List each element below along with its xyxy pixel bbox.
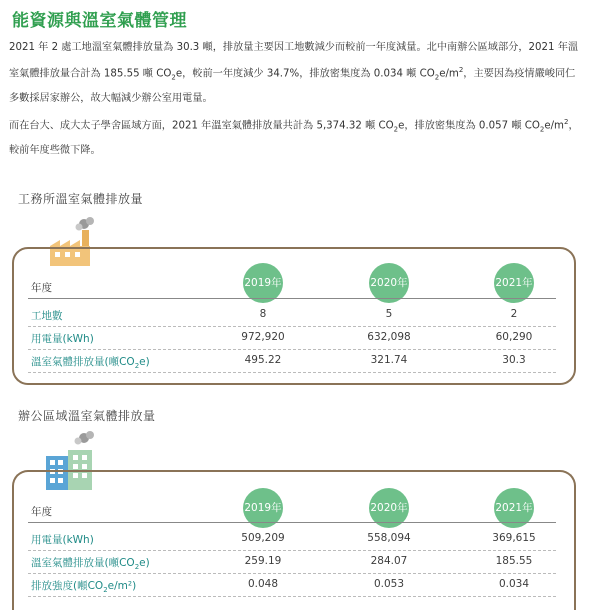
table-row [28,552,556,574]
table-header-row [28,277,556,299]
cell-2019: 972,920 [241,331,285,343]
row-label: 排放強度(噸$CO_2e/m^2$) [31,580,137,595]
cell-2021: 2 [510,308,518,320]
year-badge-2021: 2021年 [494,263,534,303]
paragraph-construction-sites: 2021 年 2 處工地溫室氣體排放量為 30.3 噸，排放量主要因工地數減少而較前一年度減量。北中南辦公區域部分，2021 年溫室氣體排放量合計為 185.55 噸 $CO_2e$，較前一年度減少 34.7%，排放密集度為 0.034 噸 $CO_2e/m^2$，主要因為疫情嚴峻同仁多數採居家辦公，故大幅減少辦公室用電量。 [9,42,579,105]
cell-2021: 185.55 [495,555,533,567]
cell-2020: 321.74 [370,354,408,366]
cell-2019: 8 [259,308,267,320]
year-badge-2020: 2020年 [369,488,409,528]
cell-2020: 632,098 [367,331,411,343]
year-badge-2020: 2020年 [369,263,409,303]
row-label: 溫室氣體排放量(噸$CO_2e$) [31,557,150,572]
table-row [28,305,556,327]
cell-2020: 5 [385,308,393,320]
row-label: 工地數 [31,310,63,322]
table-row [28,328,556,350]
table-header-row [28,501,556,523]
cell-2019: 259.19 [244,555,282,567]
table-row [28,351,556,373]
table-row [28,529,556,551]
year-header-label: 年度 [31,506,52,518]
year-badge-2019: 2019年 [243,263,283,303]
paragraph-dormitories: 而在台大、成大太子學舍區域方面，2021 年溫室氣體排放量共計為 5,374.32 噸 $CO_2e$，排放密集度為 0.057 噸 $CO_2e/m^2$，較前年度些微下降。 [9,118,579,157]
cell-2019: 495.22 [244,354,282,366]
cell-2020: 0.053 [373,578,405,590]
table-row [28,575,556,597]
section-title-office: 辦公區域溫室氣體排放量 [18,409,156,423]
row-label: 用電量(kWh) [31,333,94,345]
year-header-label: 年度 [31,282,52,294]
page-title: 能資源與溫室氣體管理 [12,11,187,31]
row-label: 溫室氣體排放量(噸$CO_2e$) [31,356,150,371]
cell-2020: 558,094 [367,532,411,544]
cell-2021: 0.034 [498,578,530,590]
section-title-construction: 工務所溫室氣體排放量 [18,192,144,206]
year-badge-2021: 2021年 [494,488,534,528]
cell-2021: 369,615 [492,532,536,544]
row-label: 用電量(kWh) [31,534,94,546]
cell-2019: 509,209 [241,532,285,544]
cell-2021: 60,290 [495,331,533,343]
construction-emissions-card [12,247,576,385]
cell-2019: 0.048 [247,578,279,590]
office-emissions-card [12,470,576,610]
cell-2020: 284.07 [370,555,408,567]
year-badge-2019: 2019年 [243,488,283,528]
cell-2021: 30.3 [502,354,526,366]
